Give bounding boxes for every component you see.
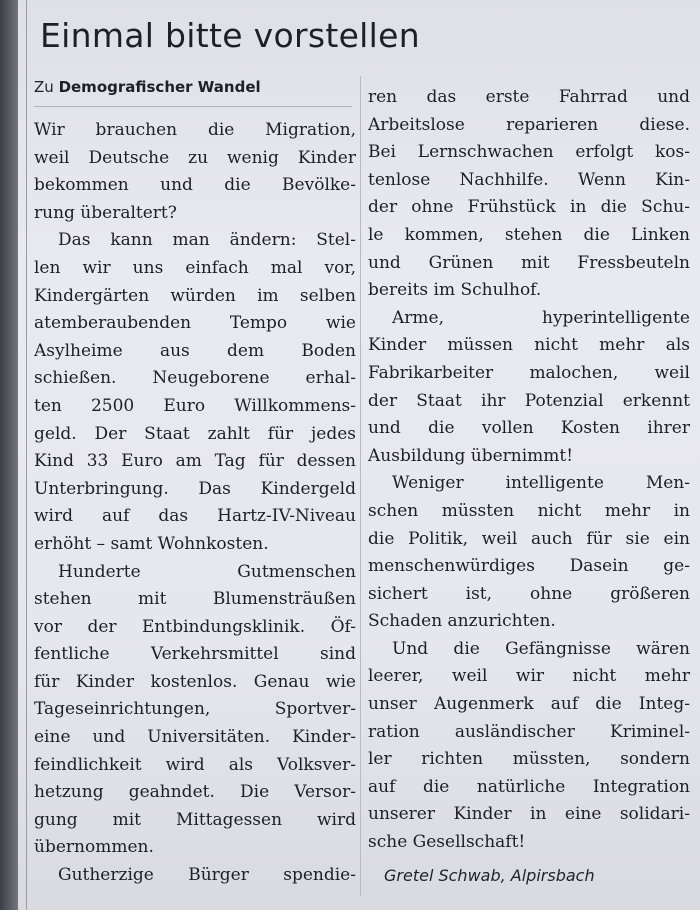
text-line: ten 2500 Euro Willkommens-	[34, 395, 356, 416]
subhead-topic: Demografischer Wandel	[58, 78, 261, 96]
right-column-text	[368, 84, 690, 857]
text-line: atemberaubenden Tempo wie	[34, 313, 356, 334]
article-subhead	[34, 74, 356, 100]
subhead-rule	[34, 106, 352, 107]
text-line: Asylheime aus dem Boden	[34, 340, 356, 361]
text-line: bereits im Schulhof.	[368, 280, 542, 301]
text-line: fentliche Verkehrsmittel sind	[34, 644, 356, 665]
letter-signature: Gretel Schwab, Alpirsbach	[384, 866, 595, 885]
text-line: Kinder müssen nicht mehr als	[368, 335, 690, 356]
text-line: und die vollen Kosten ihrer	[368, 418, 690, 439]
text-line: hetzung geahndet. Die Versor-	[34, 782, 356, 803]
text-line: unserer Kinder in eine solidari-	[368, 804, 690, 825]
newspaper-clipping	[18, 0, 700, 910]
text-line: Kind 33 Euro am Tag für dessen	[34, 451, 356, 472]
subhead-prefix: Zu	[34, 78, 59, 96]
adjacent-page-edge	[0, 0, 18, 910]
text-line: ren das erste Fahrrad und	[368, 87, 690, 107]
text-line: Schaden anzurichten.	[368, 611, 556, 632]
text-line: erhöht – samt Wohnkosten.	[34, 533, 269, 554]
text-line: feindlichkeit wird als Volksver-	[34, 754, 356, 775]
text-line: sche Gesellschaft!	[368, 832, 526, 853]
text-line: geld. Der Staat zahlt für jedes	[34, 423, 356, 444]
text-line: die Politik, weil auch für sie ein	[368, 528, 690, 549]
text-line: ler richten müssten, sondern	[368, 749, 690, 770]
text-line: ration ausländischer Kriminel-	[368, 721, 690, 742]
text-line: Weniger intelligente Men-	[392, 473, 690, 494]
text-line: tenlose Nachhilfe. Wenn Kin-	[368, 169, 690, 190]
text-line: bekommen und die Bevölke-	[34, 175, 356, 196]
text-line: Arme, hyperintelligente	[392, 307, 690, 328]
text-line: weil Deutsche zu wenig Kinder	[34, 147, 356, 168]
text-line: vor der Entbindungsklinik. Öf-	[34, 616, 356, 637]
text-line: Kindergärten würden im selben	[34, 285, 356, 306]
text-line: Und die Gefängnisse wären	[392, 638, 690, 659]
left-column	[34, 74, 356, 890]
text-line: Gutherzige Bürger spendie-	[58, 865, 356, 886]
text-line: eine und Universitäten. Kinder-	[34, 727, 356, 748]
column-divider	[360, 76, 361, 896]
column-rule-left	[26, 0, 27, 910]
text-line: unser Augenmerk auf die Integ-	[368, 694, 690, 715]
text-line: der Staat ihr Potenzial erkennt	[368, 390, 690, 411]
text-line: Unterbringung. Das Kindergeld	[34, 478, 356, 499]
text-line: Ausbildung übernimmt!	[368, 445, 574, 466]
right-column	[368, 84, 690, 857]
article-headline: Einmal bitte vorstellen	[40, 16, 420, 55]
text-line: sichert ist, ohne größeren	[368, 583, 690, 604]
text-line: schießen. Neugeborene erhal-	[34, 368, 356, 389]
text-line: leerer, weil wir nicht mehr	[368, 666, 690, 687]
text-line: schen müssten nicht mehr in	[368, 500, 690, 521]
text-line: übernommen.	[34, 837, 154, 858]
text-line: wird auf das Hartz-IV-Niveau	[34, 506, 356, 527]
text-line: Arbeitslose reparieren diese.	[368, 114, 690, 135]
text-line: len wir uns einfach mal vor,	[34, 257, 356, 278]
text-line: Fabrikarbeiter malochen, weil	[368, 362, 690, 383]
text-line: Tageseinrichtungen, Sportver-	[34, 699, 356, 720]
text-line: der ohne Frühstück in die Schu-	[368, 197, 690, 218]
text-line: Hunderte Gutmenschen	[58, 561, 356, 582]
left-column-text	[34, 117, 356, 890]
text-line: menschenwürdiges Dasein ge-	[368, 556, 690, 577]
text-line: Bei Lernschwachen erfolgt kos-	[368, 142, 690, 163]
text-line: gung mit Mittagessen wird	[34, 809, 356, 830]
text-line: stehen mit Blumensträußen	[34, 589, 356, 610]
text-line: rung überaltert?	[34, 202, 177, 223]
text-line: für Kinder kostenlos. Genau wie	[34, 671, 356, 692]
text-line: Wir brauchen die Migration,	[34, 120, 356, 140]
text-line: und Grünen mit Fressbeuteln	[368, 252, 690, 273]
text-line: le kommen, stehen die Linken	[368, 224, 690, 245]
text-line: Das kann man ändern: Stel-	[58, 230, 356, 251]
text-line: auf die natürliche Integration	[368, 776, 690, 797]
